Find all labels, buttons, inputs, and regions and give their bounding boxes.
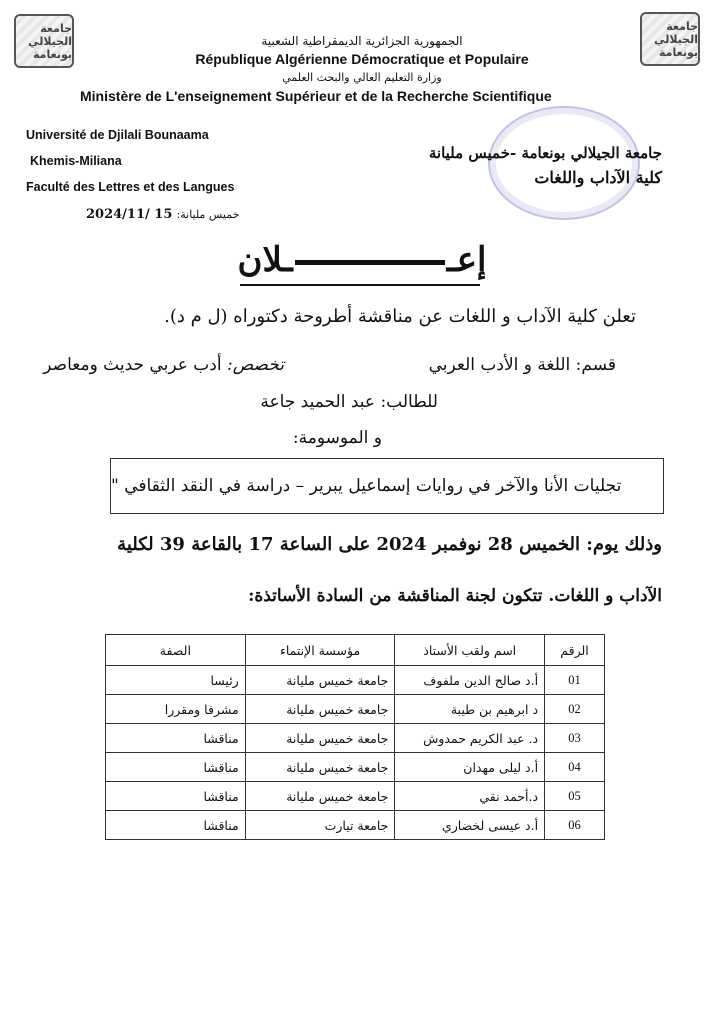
announcement-title-end: ـلان <box>237 240 293 280</box>
row-institution: جامعة خميس مليانة <box>245 753 395 782</box>
thesis-title-box <box>110 458 664 514</box>
department-line <box>429 355 616 375</box>
row-institution: جامعة تيارت <box>245 811 395 840</box>
row-role: مناقشا <box>106 724 246 753</box>
row-name: د ابرهيم بن طيبة <box>395 695 545 724</box>
ministry-arabic: وزارة التعليم العالي والبحث العلمي <box>282 71 442 84</box>
university-name-ar: جامعة الجيلالي بونعامة -خميس مليانة <box>428 144 662 162</box>
student-line <box>260 392 438 412</box>
announcement-title-start: إعـ <box>446 240 487 280</box>
row-num: 05 <box>545 782 605 811</box>
schedule-line: وذلك يوم: الخميس 28 نوفمبر 2024 على الساعة 17 بالقاعة 39 لكلية <box>117 534 662 555</box>
department-label: قسم: <box>575 355 616 375</box>
announcement-title <box>0 240 724 280</box>
title-underline <box>240 284 480 286</box>
date-value: 2024/11/ 15 <box>86 207 173 222</box>
logo-text: جامعة الجيلالي بونعامة <box>28 21 72 61</box>
date-line <box>86 207 246 222</box>
row-num: 01 <box>545 666 605 695</box>
row-num: 02 <box>545 695 605 724</box>
table-row <box>106 753 605 782</box>
row-name: د. عبد الكريم حمدوش <box>395 724 545 753</box>
row-institution: جامعة خميس مليانة <box>245 724 395 753</box>
jury-table-header <box>106 635 605 666</box>
row-role: مشرفا ومقررا <box>106 695 246 724</box>
header-role: الصفة <box>106 635 246 666</box>
faculty-name-fr: Faculté des Lettres et des Langues <box>26 180 235 194</box>
student-label: للطالب: <box>380 392 438 412</box>
faculty-name-ar: كلية الآداب واللغات <box>534 168 662 187</box>
row-role: مناقشا <box>106 811 246 840</box>
row-name: أ.د صالح الدين ملفوف <box>395 666 545 695</box>
republic-french: République Algérienne Démocratique et Populaire <box>195 51 529 67</box>
jury-table <box>105 634 605 840</box>
row-name: أ.د ليلى مهدان <box>395 753 545 782</box>
specialty-line <box>43 355 284 375</box>
logo-text: جامعة الجيلالي بونعامة <box>654 19 698 59</box>
table-row <box>106 811 605 840</box>
row-institution: جامعة خميس مليانة <box>245 695 395 724</box>
official-stamp <box>488 106 640 220</box>
table-row <box>106 782 605 811</box>
specialty-value: أدب عربي حديث ومعاصر <box>43 355 222 375</box>
header-institution: مؤسسة الإنتماء <box>245 635 395 666</box>
ministry-french: Ministère de L'enseignement Supérieur et de la Recherche Scientifique <box>80 88 552 104</box>
header-num: الرقم <box>545 635 605 666</box>
table-row <box>106 695 605 724</box>
student-value: عبد الحميد جاعة <box>260 392 376 412</box>
row-role: مناقشا <box>106 782 246 811</box>
row-num: 03 <box>545 724 605 753</box>
committee-line: الآداب و اللغات. تتكون لجنة المناقشة من السادة الأساتذة: <box>248 586 662 606</box>
table-row <box>106 724 605 753</box>
announcement-intro: تعلن كلية الآداب و اللغات عن مناقشة أطروحة دكتوراه (ل م د). <box>164 306 636 327</box>
header-name: اسم ولقب الأستاذ <box>395 635 545 666</box>
row-name: أ.د عيسى لخضاري <box>395 811 545 840</box>
title-kashida-bar <box>295 260 445 265</box>
city-fr: Khemis-Miliana <box>30 154 122 168</box>
university-name-fr: Université de Djilali Bounaama <box>26 128 209 142</box>
date-label: خميس مليانة: <box>176 208 240 221</box>
row-num: 06 <box>545 811 605 840</box>
row-role: مناقشا <box>106 753 246 782</box>
row-role: رئيسا <box>106 666 246 695</box>
row-num: 04 <box>545 753 605 782</box>
specialty-label: تخصص: <box>226 355 284 375</box>
department-value: اللغة و الأدب العربي <box>428 355 571 375</box>
table-row <box>106 666 605 695</box>
row-institution: جامعة خميس مليانة <box>245 666 395 695</box>
thesis-title: تجليات الأنا والآخر في روايات إسماعيل يبرير – دراسة في النقد الثقافي " <box>111 476 622 496</box>
row-name: د.أحمد نقي <box>395 782 545 811</box>
thesis-titled-label: و الموسومة: <box>292 428 382 448</box>
row-institution: جامعة خميس مليانة <box>245 782 395 811</box>
republic-arabic: الجمهورية الجزائرية الديمقراطية الشعبية <box>261 34 463 48</box>
